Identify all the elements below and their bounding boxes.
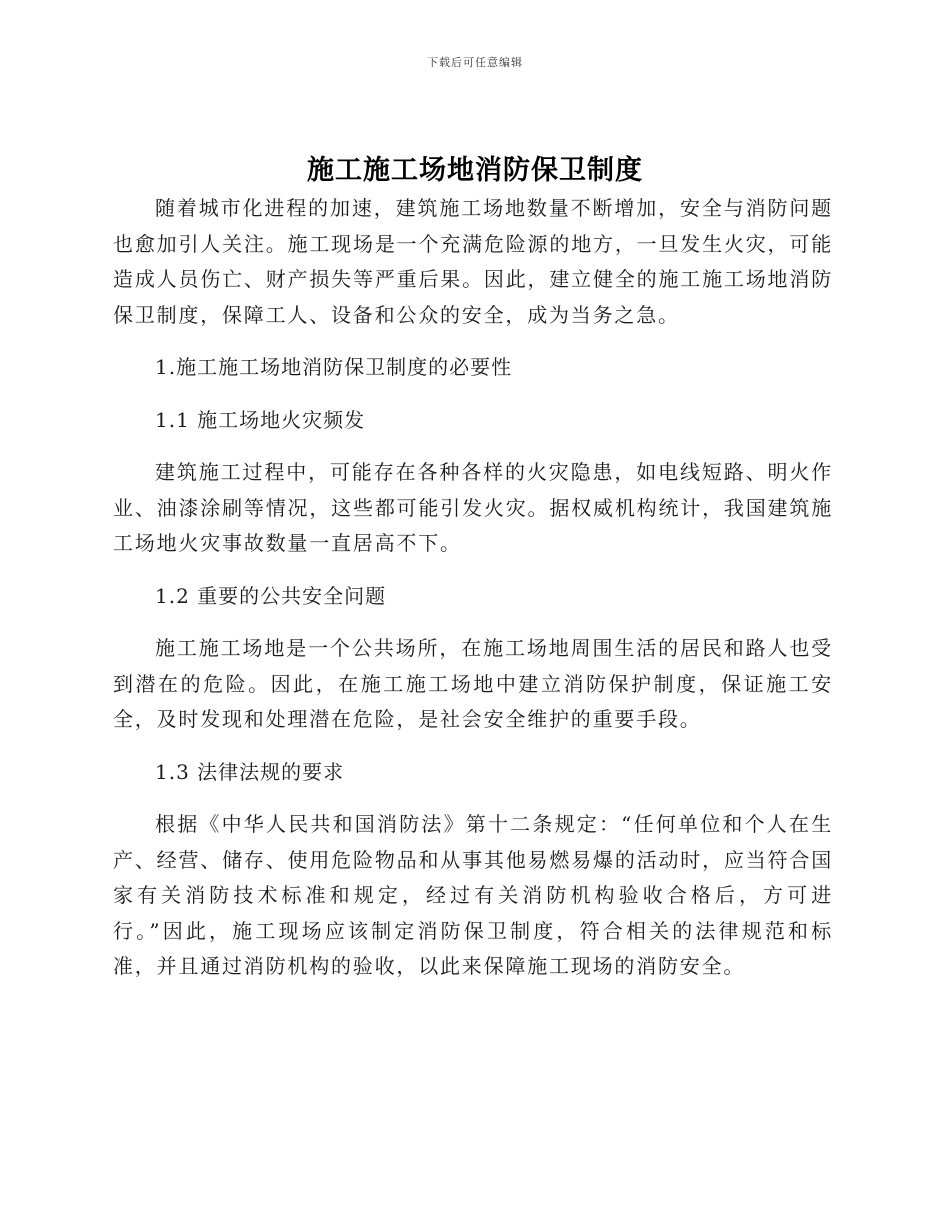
section-1-2-paragraph: 施工施工场地是一个公共场所，在施工场地周围生活的居民和路人也受到潜在的危险。因此，在施工施工场地中建立消防保护制度，保证施工安全，及时发现和处理潜在危险，是社会安全维护的重要手段。 bbox=[113, 636, 833, 731]
section-1-1-paragraph: 建筑施工过程中，可能存在各种各样的火灾隐患，如电线短路、明火作业、油漆涂刷等情况，这些都可能引发火灾。据权威机构统计，我国建筑施工场地火灾事故数量一直居高不下。 bbox=[113, 460, 833, 555]
document-title: 施工施工场地消防保卫制度 bbox=[307, 155, 643, 186]
section-1-3-heading: 1.3 法律法规的要求 bbox=[155, 759, 345, 784]
header-note: 下载后可任意编辑 bbox=[427, 56, 523, 69]
section-1-heading: 1.施工施工场地消防保卫制度的必要性 bbox=[155, 355, 513, 379]
section-1-1-heading: 1.1 施工场地火灾频发 bbox=[155, 407, 366, 432]
section-1-2-heading: 1.2 重要的公共安全问题 bbox=[155, 583, 387, 608]
section-1-3-paragraph: 根据《中华人民共和国消防法》第十二条规定：“任何单位和个人在生产、经营、储存、使用危险物品和从事其他易燃易爆的活动时，应当符合国家有关消防技术标准和规定，经过有关消防机构验收合格后，方可进行。”因此，施工现场应该制定消防保卫制度，符合相关的法律规范和标准，并且通过消防机构的验收，以此来保障施工现场的消防安全。 bbox=[113, 812, 833, 978]
document-body bbox=[113, 191, 833, 985]
intro-paragraph: 随着城市化进程的加速，建筑施工场地数量不断增加，安全与消防问题也愈加引人关注。施工现场是一个充满危险源的地方，一旦发生火灾，可能造成人员伤亡、财产损失等严重后果。因此，建立健全的施工施工场地消防保卫制度，保障工人、设备和公众的安全，成为当务之急。 bbox=[113, 196, 833, 327]
